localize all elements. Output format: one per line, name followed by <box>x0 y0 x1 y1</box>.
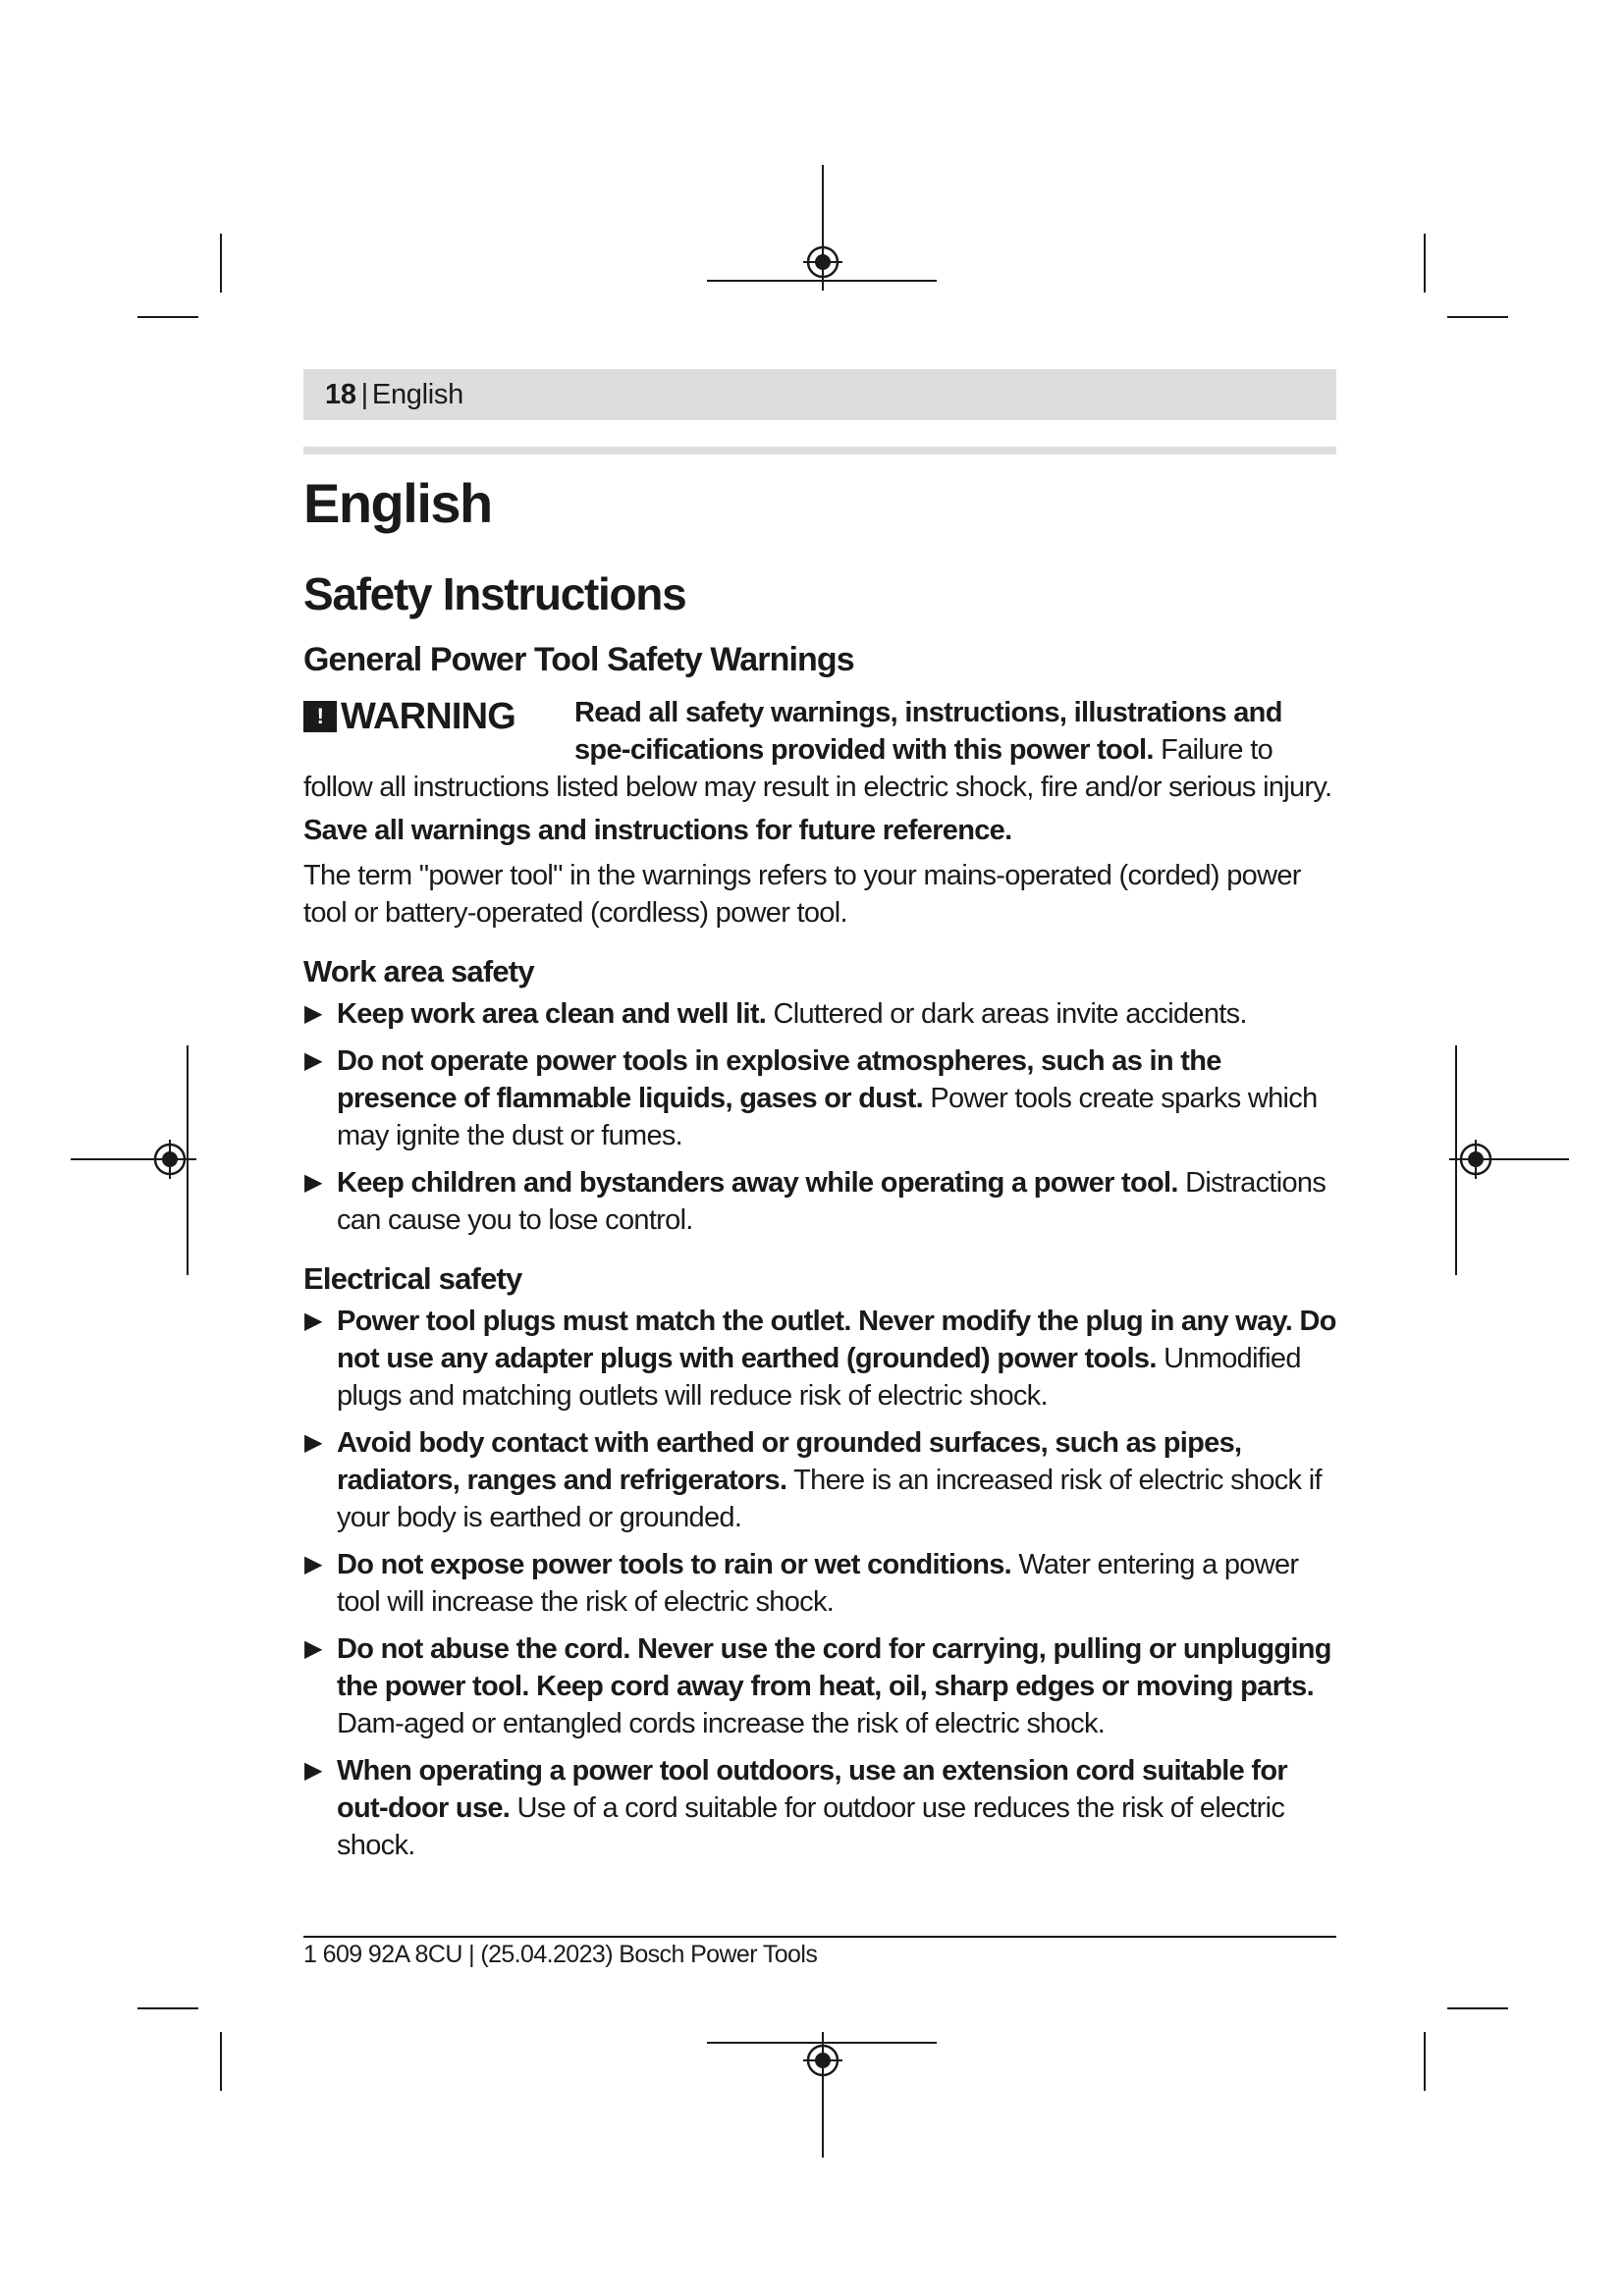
work-area-list <box>303 995 1342 1239</box>
bullet-arrow-icon: ▶ <box>304 1635 322 1663</box>
crop-mark <box>1424 234 1426 293</box>
subsection-title: General Power Tool Safety Warnings <box>303 641 854 679</box>
bullet-arrow-icon: ▶ <box>304 1429 322 1457</box>
list-item: ▶ Do not expose power tools to rain or wet conditions. Water entering a power tool will increase the risk of electric shock. <box>303 1546 1342 1621</box>
registration-target-icon <box>803 242 842 282</box>
page-number: 18 <box>325 378 356 410</box>
crop-mark <box>137 316 198 318</box>
crop-mark <box>220 2032 222 2091</box>
footer-rule <box>303 1936 1336 1938</box>
header-separator: | <box>360 378 368 410</box>
header-language: English <box>371 378 463 410</box>
warning-label-text: WARNING <box>341 695 516 737</box>
bullet-arrow-icon: ▶ <box>304 1551 322 1578</box>
list-item: ▶ Keep children and bystanders away while operating a power tool. Distractions can cause you to lose control. <box>303 1164 1342 1239</box>
list-item: ▶ Keep work area clean and well lit. Cluttered or dark areas invite accidents. <box>303 995 1342 1033</box>
page-footer: 1 609 92A 8CU | (25.04.2023) Bosch Power Tools <box>303 1941 818 1968</box>
registration-target-icon <box>1456 1140 1495 1179</box>
electrical-list <box>303 1303 1342 1864</box>
warning-bold-text: Read all safety warnings, instructions, illustrations and spe-cifications provided with this power tool. <box>574 696 1282 766</box>
registration-target-icon <box>803 2041 842 2080</box>
warning-block <box>303 694 1342 806</box>
registration-target-icon <box>150 1140 189 1179</box>
running-header <box>303 369 1336 420</box>
term-definition: The term "power tool" in the warnings refers to your mains-operated (corded) power tool or battery-operated (cordless) power tool. <box>303 859 1301 929</box>
list-item: ▶ Do not abuse the cord. Never use the cord for carrying, pulling or unplugging the power tool. Keep cord away from heat, oil, sharp edges or moving parts. Dam-aged or entangled cords increase the risk of electric shock. <box>303 1630 1342 1742</box>
header-rule <box>303 447 1336 454</box>
list-item: ▶ When operating a power tool outdoors, use an extension cord suitable for out-door use. Use of a cord suitable for outdoor use reduces the risk of electric shock. <box>303 1752 1342 1864</box>
bullet-arrow-icon: ▶ <box>304 1169 322 1197</box>
list-item: ▶ Do not operate power tools in explosive atmospheres, such as in the presence of flammable liquids, gases or dust. Power tools create sparks which may ignite the dust or fumes. <box>303 1042 1342 1154</box>
warning-normal-text: Failure to follow all instructions listed below may result in electric shock, fire and/or serious injury. <box>303 733 1332 803</box>
group-heading-electrical: Electrical safety <box>303 1261 522 1297</box>
bullet-arrow-icon: ▶ <box>304 1308 322 1335</box>
bullet-arrow-icon: ▶ <box>304 1000 322 1028</box>
list-item: ▶ Avoid body contact with earthed or grounded surfaces, such as pipes, radiators, ranges and refrigerators. There is an increased risk of electric shock if your body is earthed or grounded. <box>303 1424 1342 1536</box>
crop-mark <box>137 2007 198 2009</box>
crop-mark <box>1447 316 1508 318</box>
list-item: ▶ Power tool plugs must match the outlet. Never modify the plug in any way. Do not use any adapter plugs with earthed (grounded) power tools. Unmodified plugs and matching outlets will reduce risk of electric shock. <box>303 1303 1342 1415</box>
warning-label <box>303 694 574 769</box>
group-heading-work-area: Work area safety <box>303 953 534 988</box>
save-notice: Save all warnings and instructions for future reference. <box>303 814 1012 846</box>
crop-mark <box>220 234 222 293</box>
crop-mark <box>1424 2032 1426 2091</box>
page-content <box>303 463 1342 1874</box>
bullet-arrow-icon: ▶ <box>304 1757 322 1785</box>
page-title: English <box>303 472 492 534</box>
bullet-arrow-icon: ▶ <box>304 1047 322 1075</box>
warning-triangle-icon: ! <box>303 701 337 732</box>
crop-mark <box>1447 2007 1508 2009</box>
section-title: Safety Instructions <box>303 567 686 619</box>
